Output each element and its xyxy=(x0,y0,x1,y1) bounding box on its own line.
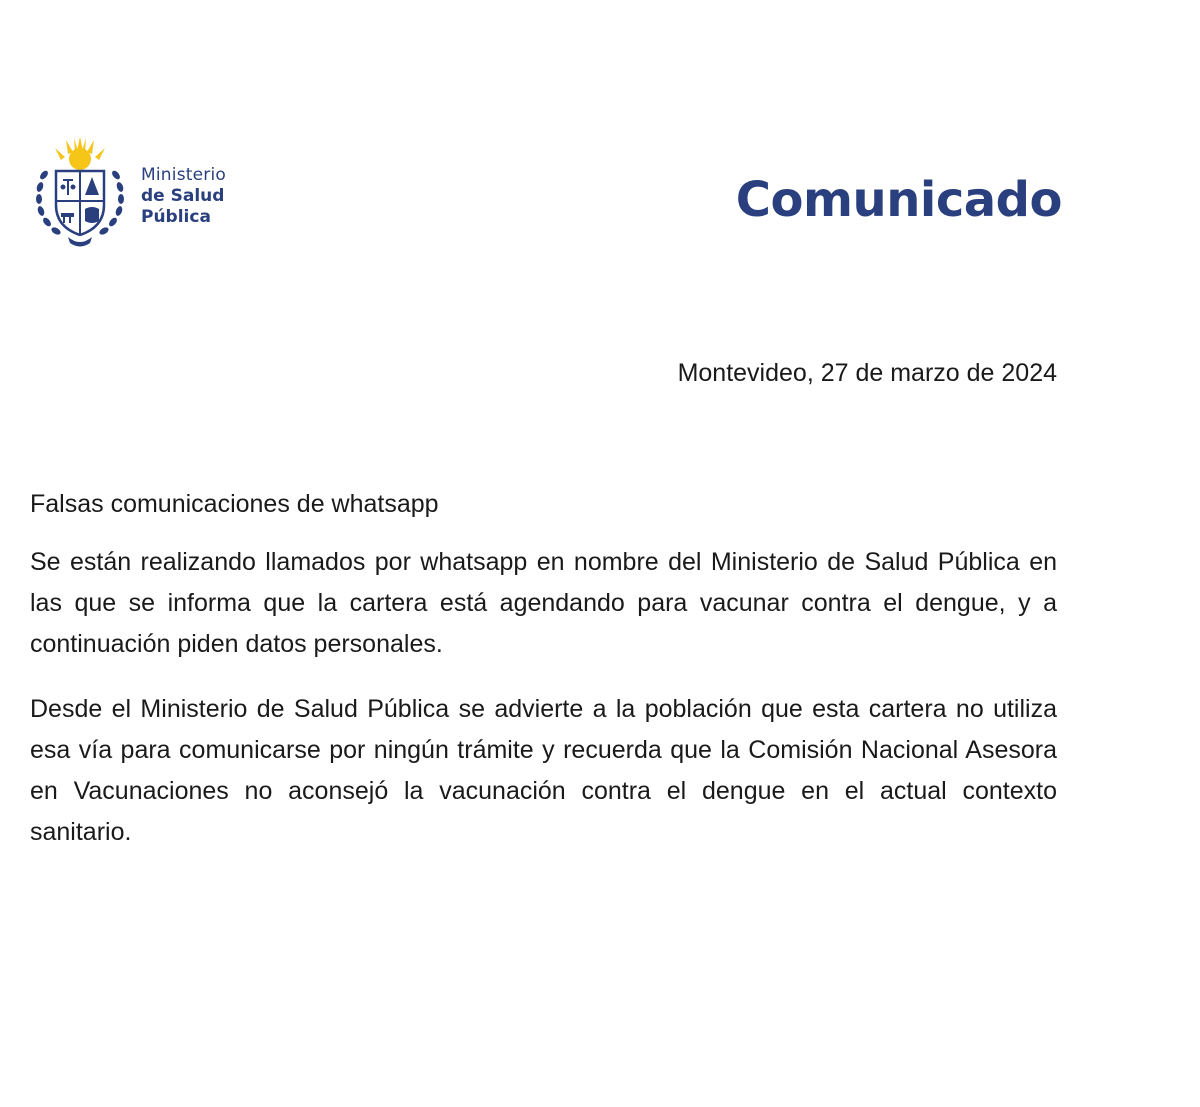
body-paragraph: Desde el Ministerio de Salud Pública se advierte a la población que esta cartera no utiliza esa vía para comunicarse por ningún trámite y recuerda que la Comisión Nacional Asesora en Vacunaciones no aconsejó la vacunación contra el dengue en el actual contexto sanitario. xyxy=(30,695,1057,846)
document-type-title: Comunicado xyxy=(735,172,1062,228)
body-paragraph: Se están realizando llamados por whatsapp en nombre del Ministerio de Salud Pública en las que se informa que la cartera está agendando para vacunar contra el dengue, y a continuación piden datos personales. xyxy=(30,548,1057,658)
ministry-name-line2: de Salud xyxy=(141,186,225,206)
document-body xyxy=(30,487,1057,877)
ministry-name-line3: Pública xyxy=(141,207,211,227)
uruguay-coat-of-arms-icon xyxy=(30,135,130,251)
ministry-name-line1: Ministerio xyxy=(141,165,226,185)
ministry-name xyxy=(141,165,226,228)
subject-heading: Falsas comunicaciones de whatsapp xyxy=(30,490,439,518)
date-line: Montevideo, 27 de marzo de 2024 xyxy=(677,359,1057,387)
page-header xyxy=(0,0,1200,300)
ministry-logo xyxy=(30,135,270,255)
